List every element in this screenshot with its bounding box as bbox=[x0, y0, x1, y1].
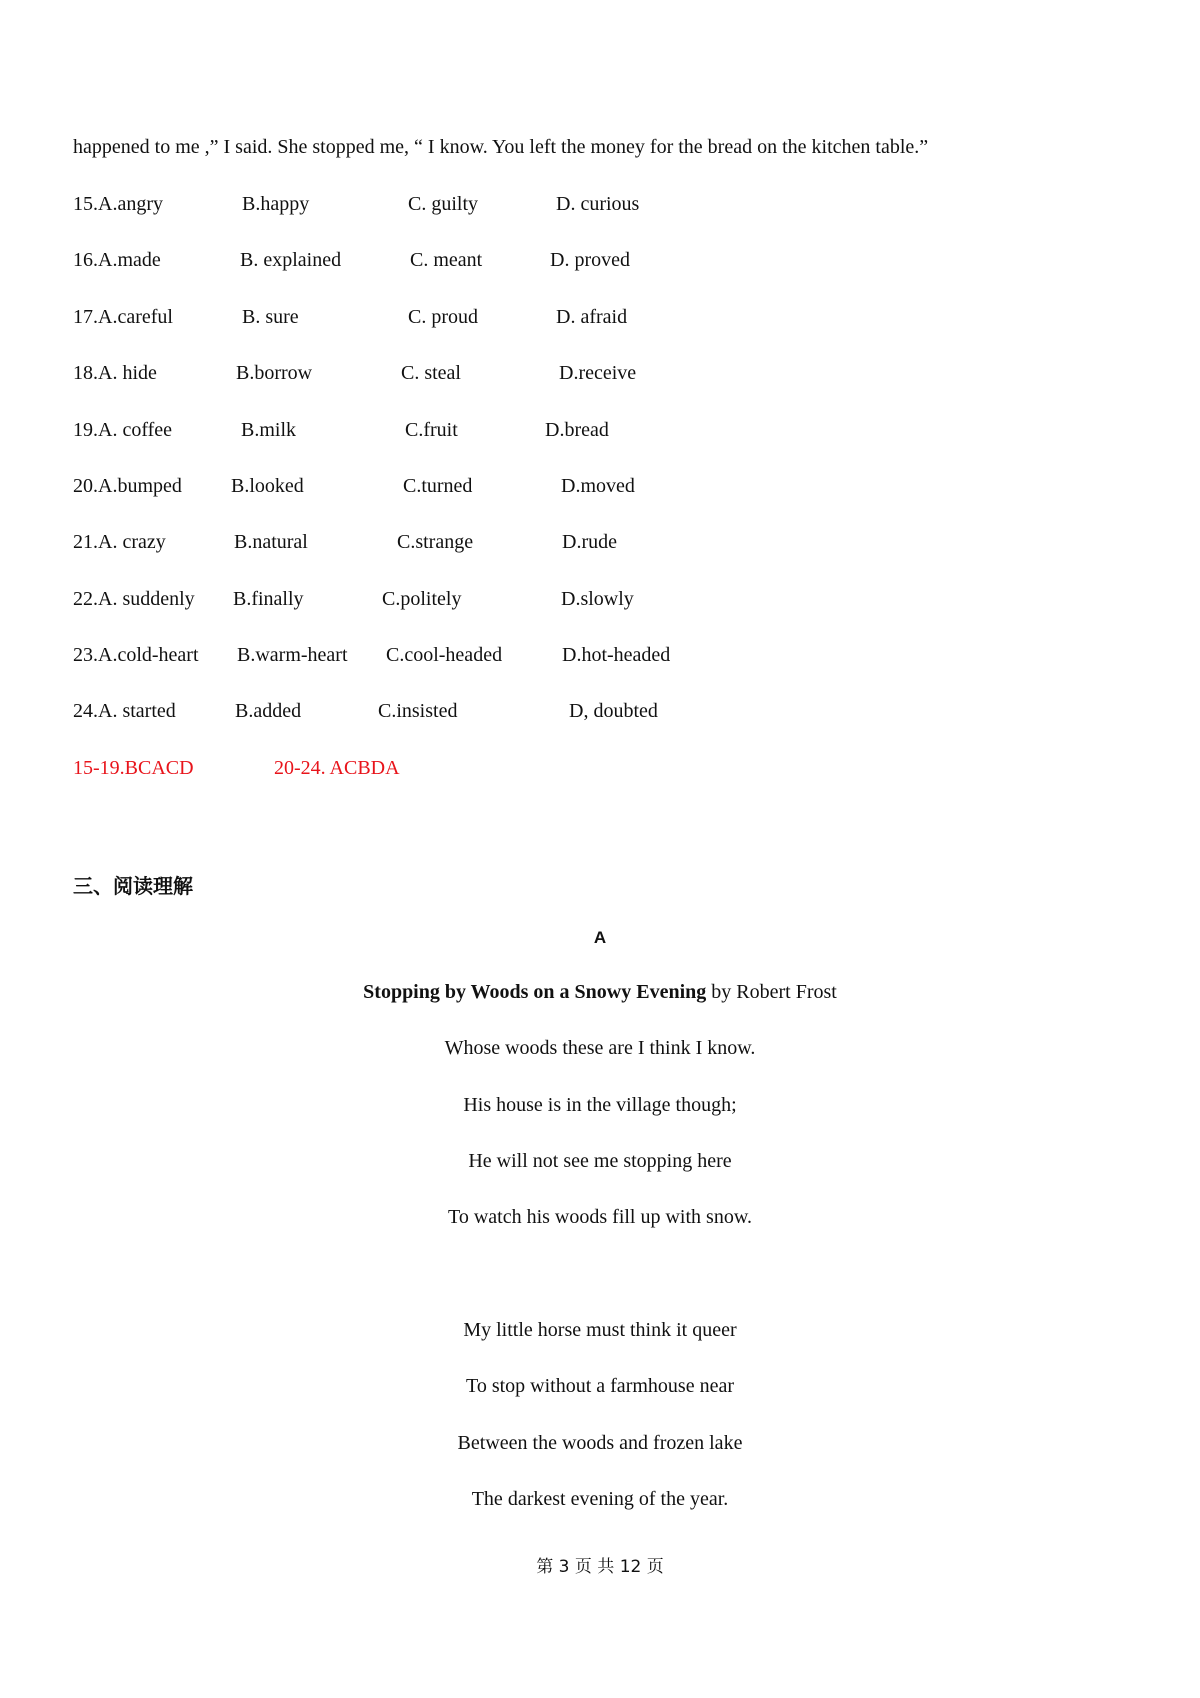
option-d: D.hot-headed bbox=[562, 644, 671, 666]
poem-title-line bbox=[0, 980, 1200, 1004]
poem-line: To stop without a farmhouse near bbox=[466, 1375, 734, 1397]
option-a: 22.A. suddenly bbox=[73, 588, 195, 610]
option-d: D.receive bbox=[559, 362, 637, 384]
poem-line: My little horse must think it queer bbox=[463, 1319, 737, 1341]
option-b: B.milk bbox=[241, 419, 297, 441]
poem-line: He will not see me stopping here bbox=[468, 1150, 732, 1172]
option-b: B.added bbox=[235, 700, 302, 722]
section-letter: A bbox=[593, 928, 607, 947]
poem-byline: by Robert Frost bbox=[706, 981, 837, 1003]
poem-line: Between the woods and frozen lake bbox=[457, 1432, 743, 1454]
option-b: B.natural bbox=[234, 531, 308, 553]
option-b: B.finally bbox=[233, 588, 304, 610]
option-b: B.happy bbox=[242, 193, 310, 215]
poem-line: Whose woods these are I think I know. bbox=[444, 1037, 756, 1059]
option-d: D. afraid bbox=[556, 306, 628, 328]
option-c: C.fruit bbox=[405, 419, 458, 441]
option-a: 21.A. crazy bbox=[73, 531, 166, 553]
option-c: C.strange bbox=[397, 531, 474, 553]
option-d: D.rude bbox=[562, 531, 617, 553]
option-c: C. steal bbox=[401, 362, 461, 384]
option-d: D, doubted bbox=[569, 700, 658, 722]
option-c: C.cool-headed bbox=[386, 644, 503, 666]
option-a: 17.A.careful bbox=[73, 306, 173, 328]
poem-line: The darkest evening of the year. bbox=[471, 1488, 729, 1510]
option-d: D. curious bbox=[556, 193, 640, 215]
option-c: C.politely bbox=[382, 588, 462, 610]
option-c: C. proud bbox=[408, 306, 478, 328]
option-a: 24.A. started bbox=[73, 700, 176, 722]
option-d: D.slowly bbox=[561, 588, 634, 610]
option-d: D.bread bbox=[545, 419, 609, 441]
poem-line: To watch his woods fill up with snow. bbox=[448, 1206, 752, 1228]
option-b: B.borrow bbox=[236, 362, 313, 384]
option-a: 18.A. hide bbox=[73, 362, 157, 384]
option-b: B. sure bbox=[242, 306, 299, 328]
option-c: C. guilty bbox=[408, 193, 479, 215]
answer-key-second: 20-24. ACBDA bbox=[274, 757, 400, 779]
option-b: B.looked bbox=[231, 475, 304, 497]
poem-title: Stopping by Woods on a Snowy Evening bbox=[363, 981, 707, 1003]
option-b: B. explained bbox=[240, 249, 342, 271]
option-a: 15.A.angry bbox=[73, 193, 163, 215]
poem-line: His house is in the village though; bbox=[463, 1094, 737, 1116]
option-b: B.warm-heart bbox=[237, 644, 348, 666]
option-a: 16.A.made bbox=[73, 249, 161, 271]
option-c: C.insisted bbox=[378, 700, 458, 722]
option-a: 23.A.cold-heart bbox=[73, 644, 199, 666]
option-a: 19.A. coffee bbox=[73, 419, 173, 441]
option-d: D. proved bbox=[550, 249, 630, 271]
option-a: 20.A.bumped bbox=[73, 475, 182, 497]
intro-line: happened to me ,” I said. She stopped me, “ I know. You left the money for the bread on the kitchen table.” bbox=[73, 136, 929, 158]
option-c: C. meant bbox=[410, 249, 483, 271]
page-footer: 第 3 页 共 12 页 bbox=[536, 1557, 664, 1577]
option-d: D.moved bbox=[561, 475, 635, 497]
option-c: C.turned bbox=[403, 475, 473, 497]
section-heading: 三、阅读理解 bbox=[73, 874, 193, 898]
answer-key-first: 15-19.BCACD bbox=[73, 757, 194, 779]
